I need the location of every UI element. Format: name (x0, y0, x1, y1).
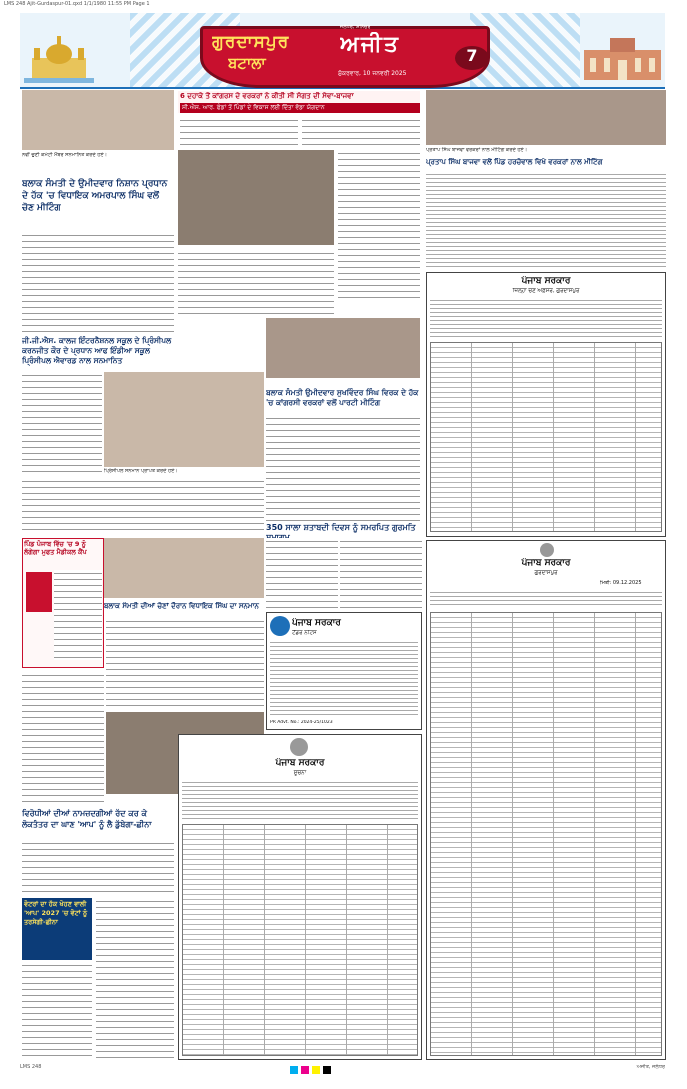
headline-left-2: ਜੀ.ਜੀ.ਐਸ. ਕਾਲਜ ਇੰਟਰਨੈਸ਼ਨਲ ਸਕੂਲ ਦੇ ਪ੍ਰਿੰਸੀਪਲ ਕਰਨਜੀਤ ਕੌਰ ਦੇ ਪ੍ਰਧਾਨ ਆਫ ਇੰਡੀਆ ਸਕੂਲ ਪ੍ਰਿੰਸੀਪਲ ਐਵਾਰਡ ਨਾਲ ਸਨਮਾਨਿਤ (22, 336, 172, 365)
headline-right-1: ਪ੍ਰਤਾਪ ਸਿੰਘ ਬਾਜਵਾ ਵਲੋਂ ਪਿੰਡ ਹਰਚੋਵਾਲ ਵਿਖੇ ਵਰਕਰਾਂ ਨਾਲ ਮੀਟਿੰਗ (426, 158, 603, 166)
golden-temple-icon (24, 28, 94, 83)
headline-center-4: ਬਲਾਕ ਸੰਮਤੀ ਦੀਆਂ ਚੋਣਾਂ ਦੌਰਾਨ ਵਿਧਾਇਕ ਸਿੰਘ ਦਾ ਸਨਮਾਨ (104, 602, 259, 610)
text-block (54, 570, 102, 660)
text-block (180, 117, 298, 147)
yellow-swatch (312, 1066, 320, 1074)
page-number: 7 (455, 46, 489, 70)
masthead-edition: ਜਲੰਧਰ, ਸ਼ਨਿੱਚਰ (340, 24, 371, 30)
cyan-swatch (290, 1066, 298, 1074)
photo-award (104, 372, 264, 467)
photo-top-left (22, 90, 174, 150)
notice-emblem-icon (290, 738, 308, 756)
masthead-date: ਸ਼ੁੱਕਰਵਾਰ, 10 ਜਨਵਰੀ 2025 (338, 70, 407, 77)
text-block (106, 618, 264, 708)
masthead-city-secondary: ਬਟਾਲਾ (228, 54, 266, 72)
text-block (430, 298, 662, 338)
text-block (178, 250, 334, 315)
caption-award: ਪ੍ਰਿੰਸੀਪਲ ਸਨਮਾਨ ਪ੍ਰਾਪਤ ਕਰਦੇ ਹੋਏ। (104, 468, 178, 474)
color-registration-bar (290, 1066, 350, 1074)
text-block (340, 538, 422, 608)
notice-right-2-subtitle: ਗੁਰਦਾਸਪੁਰ (534, 570, 558, 576)
notice-center-subtitle: ਸੂਚਨਾ (293, 770, 307, 776)
text-block (266, 415, 420, 525)
text-block (426, 172, 666, 268)
photo-center-group (178, 150, 334, 245)
headline-left-4: ਵਿਰੋਧੀਆਂ ਦੀਆਂ ਨਾਮਜ਼ਦਗੀਆਂ ਰੱਦ ਕਰ ਕੇ ਲੋਕਤੰਤਰ ਦਾ ਘਾਣ 'ਆਪ' ਨੂੰ ਲੈ ਡੁੱਬੇਗਾ-ਛੀਨਾ (22, 809, 152, 829)
text-block (270, 640, 418, 716)
headline-left-1: ਬਲਾਕ ਸੰਮਤੀ ਦੇ ਉਮੀਦਵਾਰ ਨਿਸ਼ਾਨ ਪ੍ਰਧਾਨ ਦੇ ਹੱਕ 'ਚ ਵਿਧਾਇਕ ਅਮਰਪਾਲ ਸਿੰਘ ਵਲੋਂ ਚੋਣ ਮੀਟਿੰਗ (22, 179, 168, 213)
text-block (338, 150, 420, 300)
ad-red-block (26, 572, 52, 612)
headline-center-3: 350 ਸਾਲਾ ਸ਼ਤਾਬਦੀ ਦਿਵਸ ਨੂੰ ਸਮਰਪਿਤ ਗੁਰਮਤਿ (266, 523, 416, 532)
caption-top-left: ਨਵੀਂ ਚੁਣੀ ਕਮੇਟੀ ਮੈਂਬਰ ਸਨਮਾਨਿਤ ਕਰਦੇ ਹੋਏ। (22, 152, 108, 158)
gov-ad-subtitle: ਟੈਂਡਰ ਨੋਟਿਸ (292, 630, 317, 636)
headline-left-5-box: ਵੋਟਰਾਂ ਦਾ ਹੱਕ ਖੋਹਣ ਵਾਲੀ 'ਆਪ' 2027 'ਚ ਵੋਟਾਂ ਨੂੰ ਤਰਸੇਗੀ-ਛੀਨਾ (24, 900, 88, 926)
footer-right: ਅਜੀਤ, ਜਲੰਧਰ (636, 1064, 665, 1070)
gov-ad-ref: PR Advt. No.: 2024-25/1023 (270, 720, 333, 725)
text-block (22, 962, 92, 1058)
notice-right-1-subtitle: ਜ਼ਿਲ੍ਹਾ ਚੋਣ ਅਫ਼ਸਰ, ਗੁਰਦਾਸਪੁਰ (512, 288, 580, 294)
text-block (96, 898, 174, 1058)
table-right-2 (430, 612, 662, 1056)
notice-right-2-date: ਮਿਤੀ: 09.12.2025 (600, 580, 642, 586)
notice-right-2-title: ਪੰਜਾਬ ਸਰਕਾਰ (521, 558, 571, 568)
magenta-swatch (301, 1066, 309, 1074)
text-block (22, 232, 174, 332)
masthead-city-primary: ਗੁਰਦਾਸਪੁਰ (212, 32, 290, 52)
text-block (430, 590, 662, 608)
caption-top-right: ਪ੍ਰਤਾਪ ਸਿੰਘ ਬਾਜਵਾ ਵਰਕਰਾਂ ਨਾਲ ਮੀਟਿੰਗ ਕਰਦੇ ਹੋਏ। (426, 147, 528, 153)
notice-center-title: ਪੰਜਾਬ ਸਰਕਾਰ (275, 758, 325, 768)
text-block (22, 478, 264, 533)
black-swatch (323, 1066, 331, 1074)
headline-left-3: ਪਿੰਡ ਪੰਜਾਬ ਵਿੱਚ 'ਚ 9 ਨੂੰ ਲੱਗੇਗਾ ਮੁਫਤ ਮੈਡੀਕਲ ਕੈਂਪ (24, 540, 87, 556)
file-meta-line: LMS 248 Ajit-Gurdaspur-01.qxd 1/1/1980 11:55 PM Page 1 (4, 1, 150, 7)
gov-ad-title: ਪੰਜਾਬ ਸਰਕਾਰ (292, 618, 341, 628)
notice-right-2-emblem-icon (540, 543, 554, 557)
table-right-1 (430, 342, 662, 532)
text-block (22, 672, 104, 802)
text-block (302, 117, 420, 147)
palace-icon (580, 28, 665, 83)
footer-left: LMS 248 (20, 1064, 42, 1070)
headline-center-2: ਬਲਾਕ ਸੰਮਤੀ ਉਮੀਦਵਾਰ ਸੁਖਵਿੰਦਰ ਸਿੰਘ ਵਿਰਕ ਦੇ ਹੱਕ 'ਚ ਕਾਂਗਰਸੀ ਵਰਕਰਾਂ ਵਲੋਂ ਪਾਰਟੀ ਮੀਟਿੰਗ (266, 388, 419, 407)
text-block (22, 840, 174, 895)
notice-right-1-title: ਪੰਜਾਬ ਸਰਕਾਰ (521, 276, 571, 286)
text-block (22, 372, 102, 472)
subhead-top-center: ਸੀ.ਐਸ. ਆਰ. ਫੰਡਾਂ ਤੋਂ ਪਿੰਡਾਂ ਦੇ ਵਿਕਾਸ ਲਈ ਦਿੱਤਾ ਵੱਡਾ ਯੋਗਦਾਨ (180, 103, 420, 113)
text-block (266, 538, 338, 608)
photo-top-right (426, 90, 666, 145)
text-block (182, 780, 418, 820)
table-center (182, 824, 418, 1056)
gov-emblem-icon (270, 616, 290, 636)
masthead-paper-name: ਅਜੀਤ (340, 32, 400, 57)
photo-center-group-2 (104, 538, 264, 598)
photo-center-meeting (266, 318, 420, 378)
headline-top-center: 6 ਦਹਾਕੇ ਤੋਂ ਕਾਂਗਰਸ ਦੇ ਵਰਕਰਾਂ ਨੇ ਕੀਤੀ ਸੀ ਸੰਗਤ ਦੀ ਸੇਵਾ-ਬਾਜਵਾ (180, 92, 354, 100)
